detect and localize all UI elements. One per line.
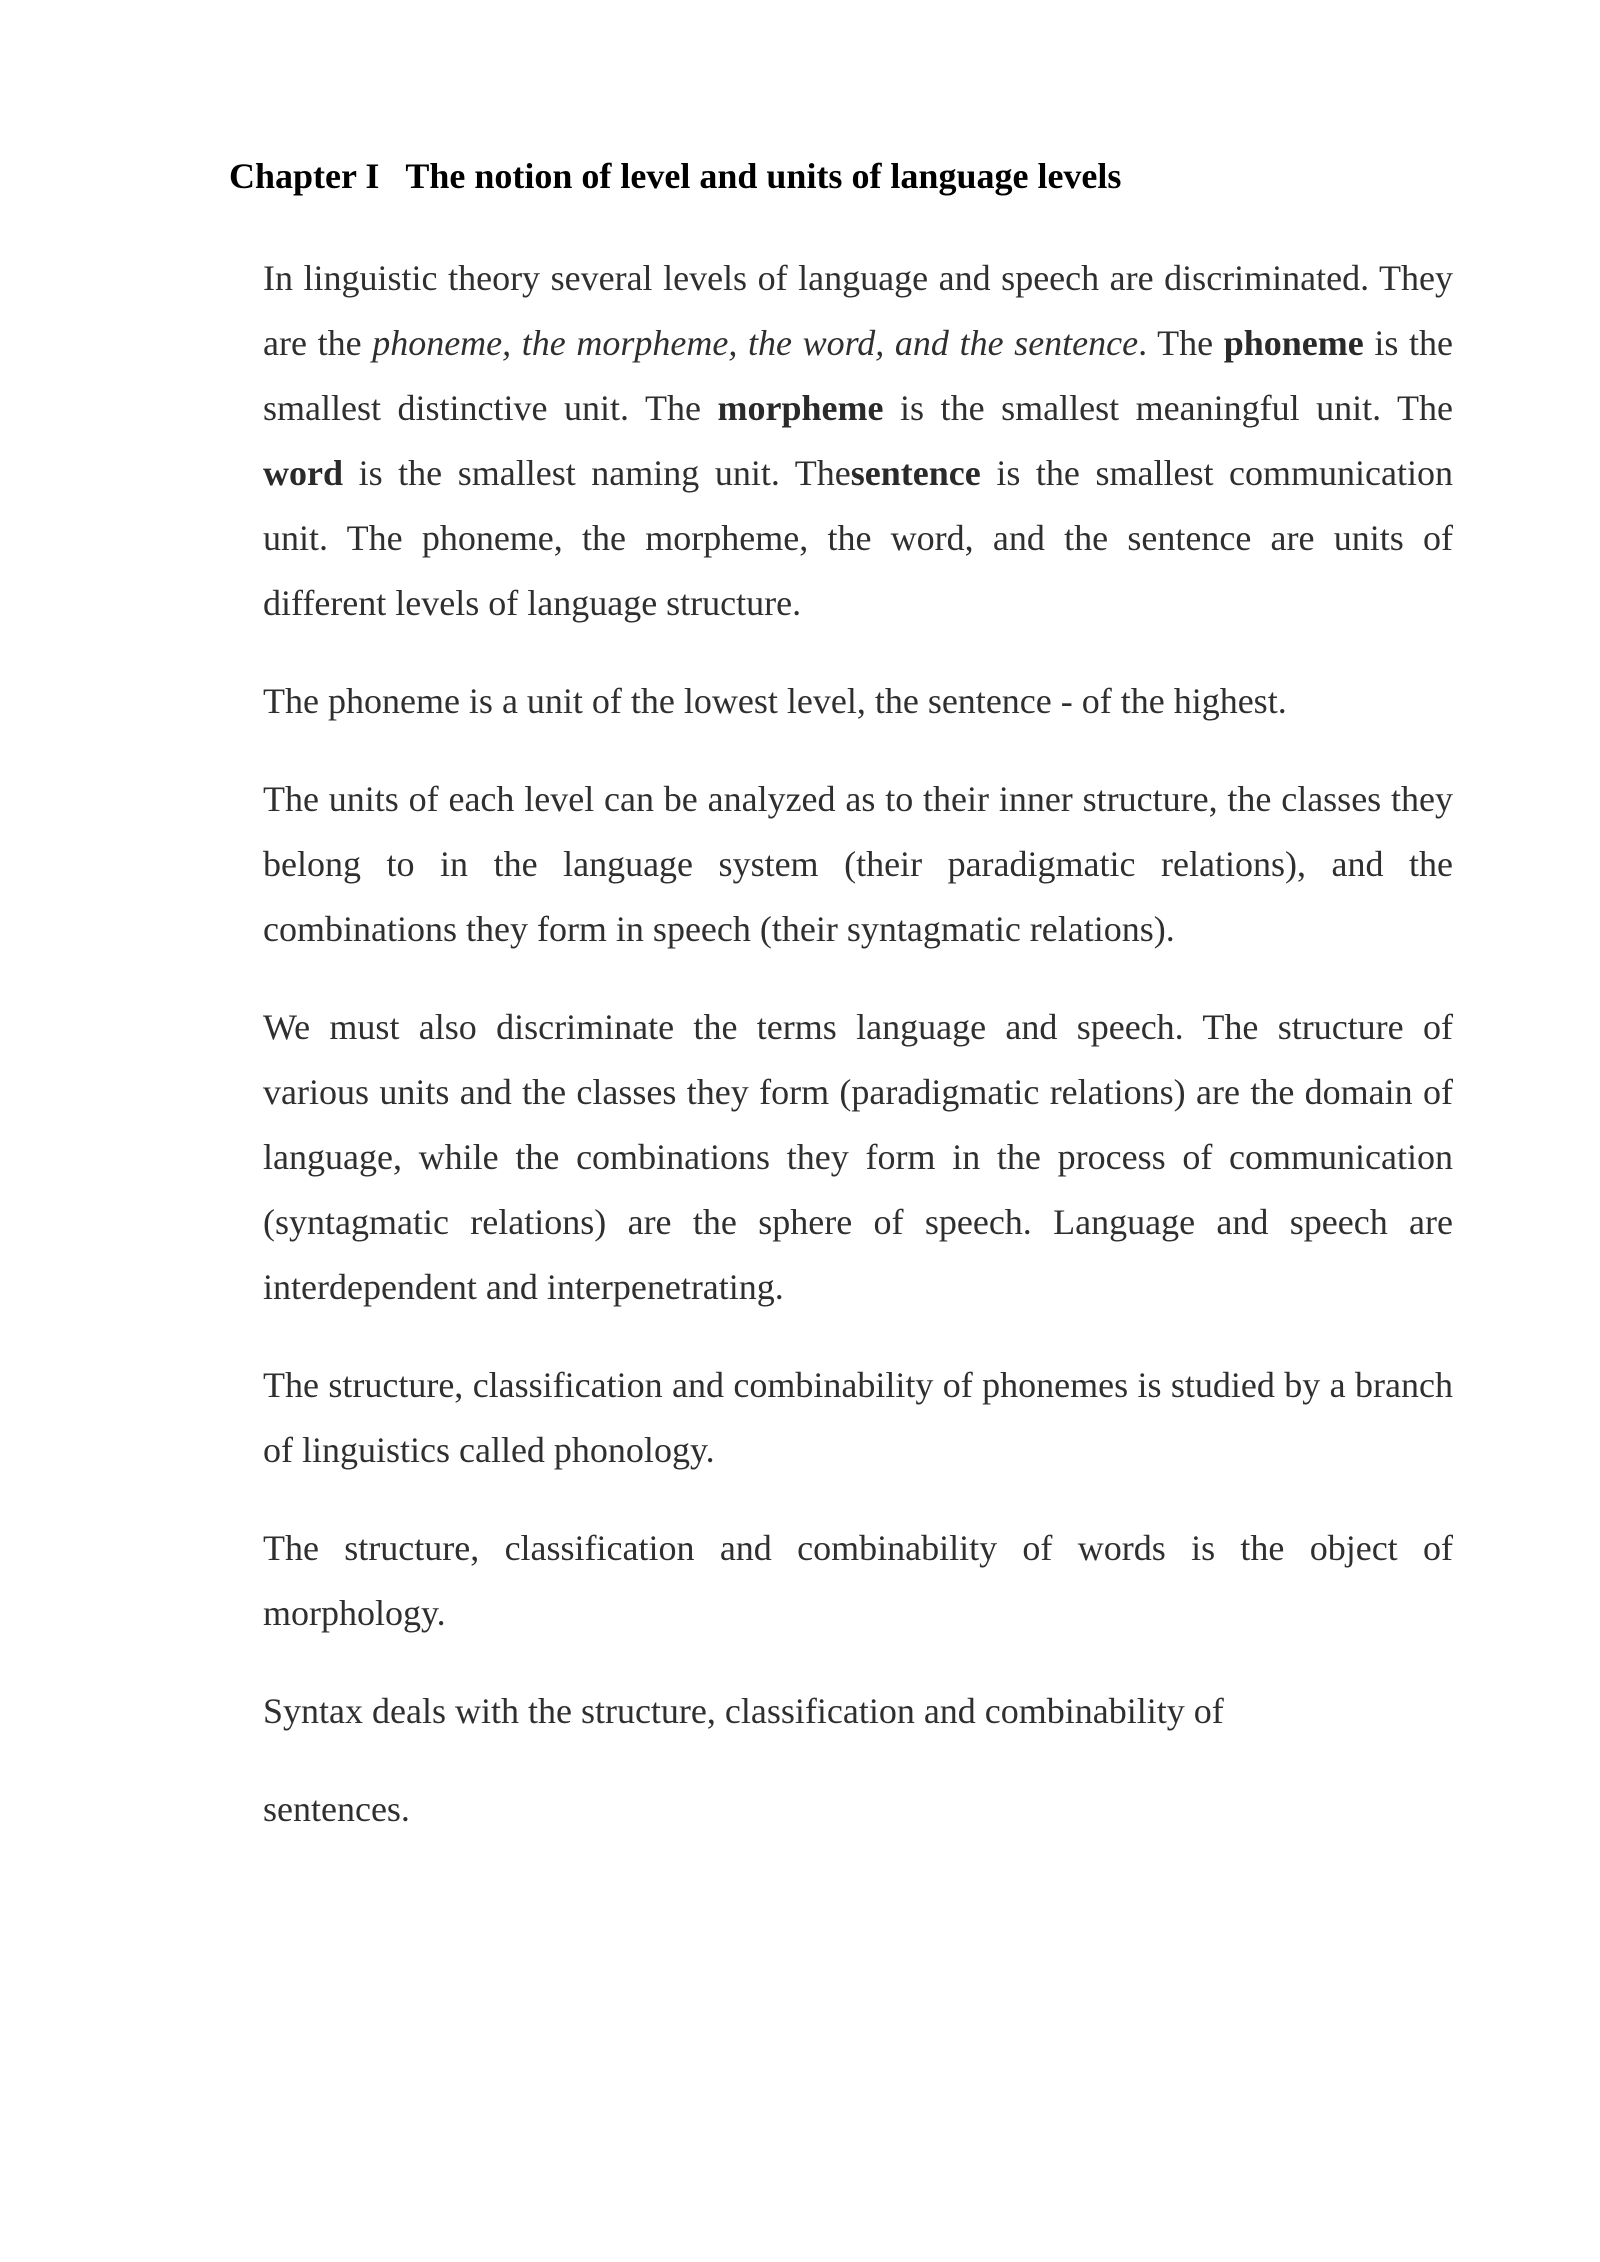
paragraph-lowest-highest: The phoneme is a unit of the lowest level, the sentence - of the highest.: [263, 681, 1287, 721]
bold-term-morpheme: morpheme: [717, 388, 884, 428]
text-run: . The: [1138, 323, 1224, 363]
paragraph-levels: [263, 246, 1453, 636]
bold-term-sentence: sentence: [850, 453, 981, 493]
text-run: In linguistic theory several levels of language and speech are discriminated. They are the: [263, 258, 1453, 363]
bold-term-phoneme: phoneme: [1223, 323, 1364, 363]
italic-units: phoneme, the morpheme, the word, and the sentence: [372, 323, 1139, 363]
paragraph-analysis: The units of each level can be analyzed as to their inner structure, the classes they belong to in the language system (their paradigmatic relations), and the combinations they form in speech (their syntagmatic relations).: [263, 779, 1453, 949]
chapter-title: The notion of level and units of language levels: [405, 156, 1122, 196]
text-run: is the smallest communication unit. The phoneme, the morpheme, the word, and the sentence are units of different levels of language structure.: [263, 453, 1454, 623]
paragraph-phonology: The structure, classification and combinability of phonemes is studied by a branch of linguistics called phonology.: [263, 1365, 1453, 1470]
text-run: is the smallest distinctive unit. The: [263, 323, 1453, 428]
bold-term-word: word: [263, 453, 343, 493]
paragraph-syntax: Syntax deals with the structure, classification and combinability of: [263, 1691, 1224, 1731]
chapter-label: Chapter I: [229, 156, 380, 196]
paragraph-sentences: sentences.: [263, 1789, 410, 1829]
chapter-heading: [229, 150, 1121, 202]
text-run: is the smallest naming unit. The: [343, 453, 851, 493]
chapter-body: [263, 246, 1453, 1875]
paragraph-morphology: The structure, classification and combinability of words is the object of morphology.: [263, 1528, 1453, 1633]
paragraph-language-speech: We must also discriminate the terms language and speech. The structure of various units and the classes they form (paradigmatic relations) are the domain of language, while the combinations they form in the process of communication (syntagmatic relations) are the sphere of speech. Language and speech are interdependent and interpenetrating.: [263, 1007, 1453, 1307]
text-run: is the smallest meaningful unit. The: [883, 388, 1453, 428]
